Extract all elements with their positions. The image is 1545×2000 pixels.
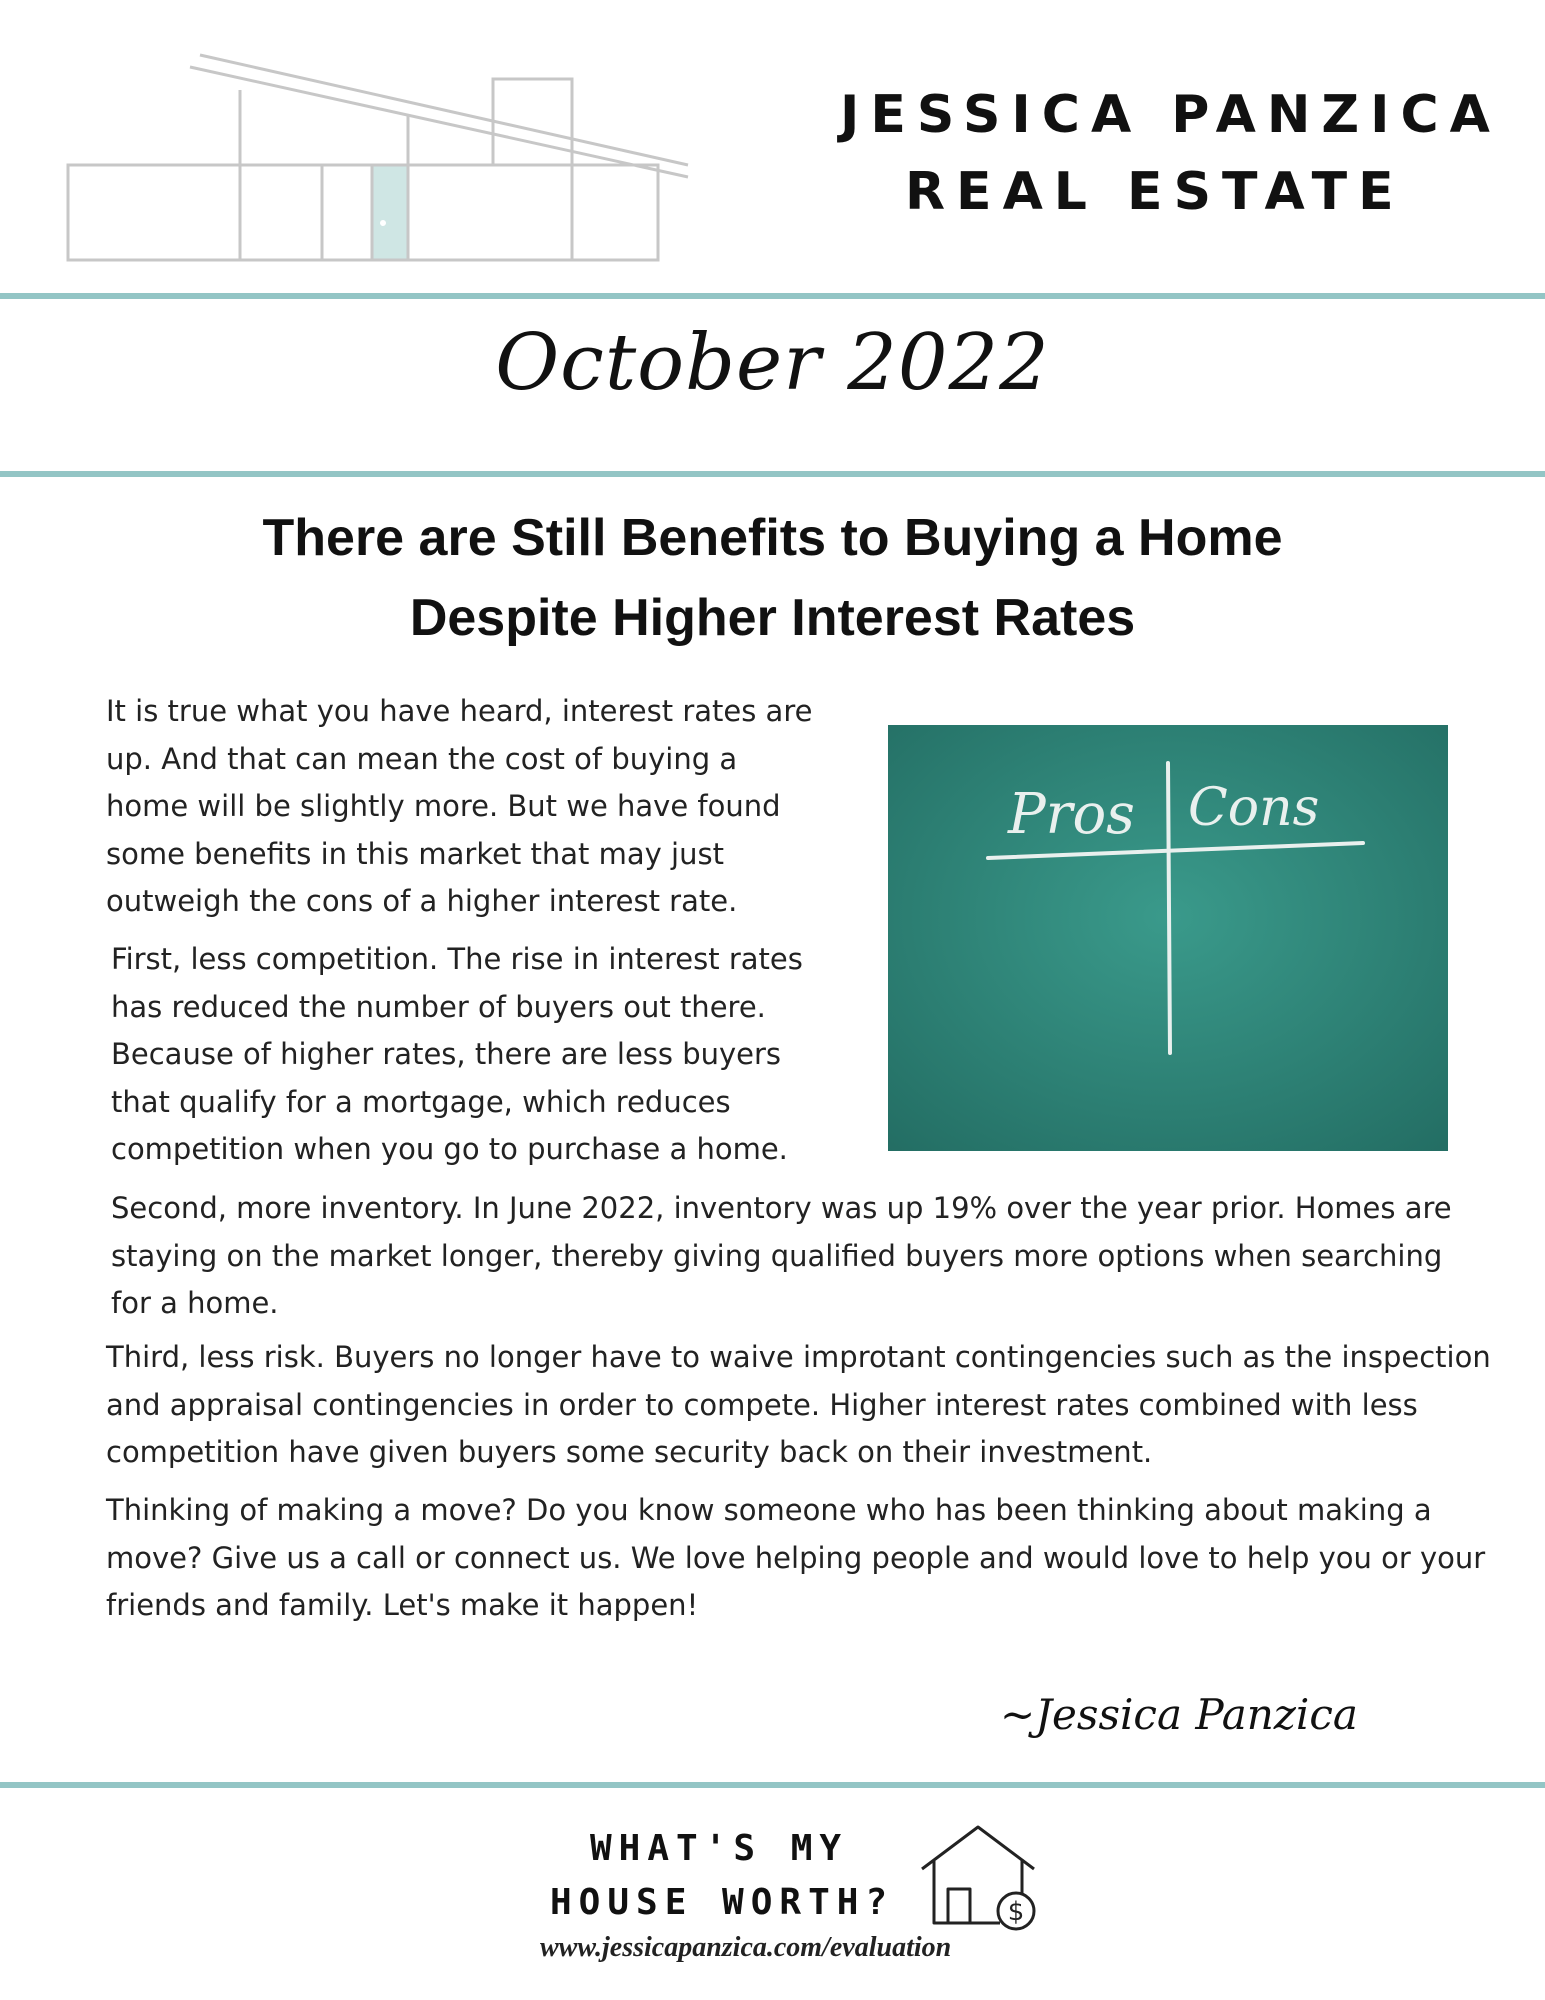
cons-label: Cons bbox=[1188, 778, 1320, 838]
paragraph-inventory: Second, more inventory. In June 2022, inventory was up 19% over the year prior. Homes are staying on the market longer, thereby giving qualified buyers more options when searching for a home. bbox=[111, 1191, 1452, 1320]
paragraph-risk: Third, less risk. Buyers no longer have to waive improtant contingencies such as the inspection and appraisal contingencies in order to compete. Higher interest rates combined with less competition have given buyers some security back on their investment. bbox=[106, 1340, 1491, 1469]
house-logo-icon bbox=[60, 45, 700, 270]
headline-line-1: There are Still Benefits to Buying a Home bbox=[262, 509, 1283, 567]
headline-line-2: Despite Higher Interest Rates bbox=[409, 589, 1136, 647]
house-dollar-icon bbox=[918, 1823, 1044, 1933]
article-headline bbox=[0, 498, 1545, 658]
paragraph-competition: First, less competition. The rise in interest rates has reduced the number of buyers out there. Because of higher rates, there are less buyers that qualify for a mortgage, which reduces competition when you go to purchase a home. bbox=[111, 942, 803, 1166]
svg-text:$: $ bbox=[1007, 1897, 1025, 1927]
paragraph-call-to-action: Thinking of making a move? Do you know someone who has been thinking about making a move? Give us a call or connect us. We love helping people and would love to help you or your friends and family. Let's make it happen! bbox=[106, 1493, 1486, 1622]
cta-line-2: HOUSE WORTH? bbox=[550, 1882, 895, 1923]
divider-footer bbox=[0, 1782, 1545, 1788]
signature: ~Jessica Panzica bbox=[1000, 1690, 1358, 1739]
pros-cons-chalkboard-image bbox=[888, 725, 1448, 1151]
cta-line-1: WHAT'S MY bbox=[590, 1828, 849, 1869]
brand-subtitle: REAL ESTATE bbox=[905, 162, 1405, 222]
pros-label: Pros bbox=[1008, 782, 1135, 847]
month-banner: October 2022 bbox=[495, 318, 1050, 408]
paragraph-intro: It is true what you have heard, interest rates are up. And that can mean the cost of buying a home will be slightly more. But we have found some benefits in this market that may just outweigh the cons of a higher interest rate. bbox=[106, 694, 813, 918]
brand-name: JESSICA PANZICA bbox=[840, 85, 1501, 145]
evaluation-link[interactable]: www.jessicapanzica.com/evaluation bbox=[540, 1932, 952, 1963]
divider-top bbox=[0, 293, 1545, 299]
divider-month bbox=[0, 471, 1545, 477]
